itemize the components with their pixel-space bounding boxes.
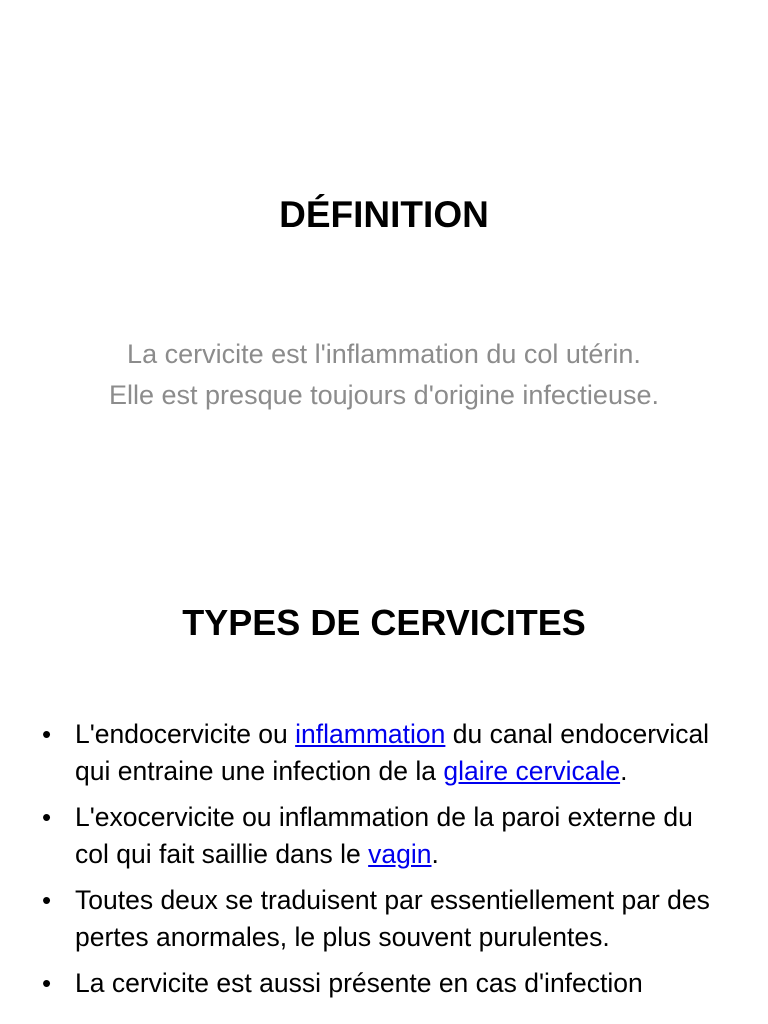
bullet-item-symptoms [0,882,768,956]
bullet-text: La cervicite est aussi présente en cas d'infection [75,968,643,998]
bullet-item-infection [0,965,768,1002]
bullet-icon: • [42,802,52,832]
bullet-item-endocervicite [0,716,768,790]
link-vagin[interactable]: vagin [368,839,432,869]
definition-text: La cervicite est l'inflammation du col utérin. Elle est presque toujours d'origine infectieuse. [109,339,659,410]
bullet-text: . [431,839,439,869]
bullet-icon: • [42,968,52,998]
bullet-text: . [620,756,628,786]
types-title: TYPES DE CERVICITES [182,602,586,643]
types-bullet-list [0,716,768,1011]
bullet-text: L'endocervicite ou [75,719,296,749]
bullet-icon: • [42,885,52,915]
link-inflammation[interactable]: inflammation [295,719,446,749]
link-glaire-cervicale[interactable]: glaire cervicale [443,756,621,786]
bullet-icon: • [42,719,52,749]
definition-title: DÉFINITION [279,194,489,235]
bullet-item-exocervicite [0,799,768,873]
bullet-text: L'exocervicite ou inflammation de la paroi externe du col qui fait saillie dans le [75,802,693,869]
bullet-text: du canal endocervical qui entraine une infection de la [75,719,710,786]
bullet-text: Toutes deux se traduisent par essentiellement par des pertes anormales, le plus souvent purulentes. [75,885,710,952]
